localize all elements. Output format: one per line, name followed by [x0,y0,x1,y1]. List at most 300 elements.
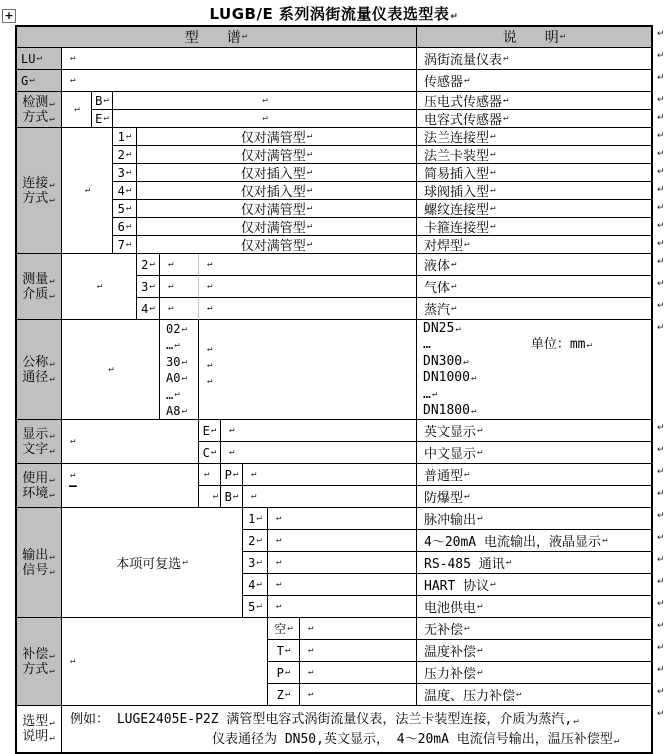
cell-desc [417,530,652,552]
row-end-mark: ↵ [657,131,665,141]
pilcrow-mark: ↵ [49,445,55,456]
pilcrow-mark: ↵ [70,436,76,446]
label-text: 通径 [22,369,49,385]
cell-code-output [243,596,268,618]
cell-desc [417,200,652,218]
desc-text: 蒸汽 [424,303,451,318]
code-text: A0 [166,371,181,386]
row-end-mark: ↵ [657,643,665,653]
pilcrow-mark: ↵ [306,239,313,249]
cell-blank [199,276,417,298]
code-text: B [95,93,103,108]
cell-blank [199,486,221,508]
desc-text: 气体 [424,281,451,296]
cell-code-output [243,574,268,596]
label-text: 信号 [22,562,49,578]
cell-blank [268,508,417,530]
label-line [22,714,54,729]
pilcrow-mark: ↵ [601,535,608,545]
pilcrow-mark: ↵ [276,579,282,589]
blank-line [206,356,416,372]
pilcrow-mark: ↵ [207,376,213,386]
label-line [22,563,54,578]
cell-spacer [62,420,199,464]
pilcrow-mark: ↵ [49,98,55,109]
diameter-code-line [160,403,198,419]
row-end-mark: ↵ [657,257,665,267]
code-text: G [21,73,29,88]
cell-code-conn [113,182,137,200]
code-text: 7 [117,237,125,252]
desc-text: 防爆型 [424,491,464,506]
label-text: 检测 [22,94,49,110]
cell-code-conn [113,218,137,236]
pilcrow-mark: ↵ [182,557,188,567]
pilcrow-mark: ↵ [516,689,522,699]
cell-code-env-b [221,486,243,508]
row-end-mark: ↵ [657,687,665,697]
cell-desc [417,574,652,596]
desc-text: 对焊型 [424,239,464,254]
pilcrow-mark: ↵ [262,95,268,105]
cell-blank [160,254,199,276]
label-line [22,176,54,191]
diameter-desc-line [417,321,651,337]
diameter-code-line [160,370,198,386]
pilcrow-mark: ↵ [464,75,470,85]
pilcrow-mark: ↵ [49,551,55,562]
cell-code-display-e [199,420,221,442]
label-text: 测量 [22,271,49,287]
cell-spacer [62,320,160,420]
cell-code-conn [113,164,137,182]
pilcrow-mark: ↵ [464,239,470,249]
pilcrow-mark: ↵ [306,221,313,231]
desc-text: 普通型 [424,469,464,484]
note-text: 仅对满管型 [240,131,306,146]
pilcrow-mark: ↵ [470,372,477,383]
cell-blank [199,298,417,320]
note-text: 仅对插入型 [240,167,306,182]
cell-desc [417,276,652,298]
pilcrow-mark: ↵ [470,405,477,416]
note-text: 仅对满管型 [240,239,306,254]
cell-code-detect-e [92,110,113,128]
pilcrow-mark: ↵ [49,179,55,190]
cell-desc [417,442,652,464]
cell-blank [243,486,417,508]
pilcrow-mark: ↵ [49,194,55,205]
pilcrow-mark: ↵ [477,425,483,435]
code-text: … [166,338,174,353]
cell-blank [221,420,417,442]
cell-blank [268,530,417,552]
cell-desc [417,92,652,110]
cell-note [137,236,417,254]
cell-desc [417,552,652,574]
code-text: E [95,111,103,126]
header-model-text: 型 谱 [184,29,241,46]
label-line [22,370,54,385]
desc-text: 压电式传感器 [424,95,503,110]
pilcrow-mark: ↵ [70,470,76,480]
cell-desc [417,254,652,276]
pilcrow-mark: ↵ [251,491,257,501]
label-text: 使用 [22,470,49,486]
pilcrow-mark: ↵ [284,667,291,677]
note-text: 仅对插入型 [240,185,306,200]
desc-text: 涡街流量仪表 [424,53,503,68]
pilcrow-mark: ↵ [229,425,235,435]
cell-desc-g [417,70,652,92]
cell-code-comp [268,684,300,706]
pilcrow-mark: ↵ [451,303,457,313]
cell-diameter-codes [160,320,199,420]
label-line [22,287,54,302]
cell-desc [417,164,652,182]
pilcrow-mark: ↵ [477,645,483,655]
blank-line [206,340,416,356]
code-text: 5 [117,201,125,216]
desc-text: 温度、压力补偿 [424,689,516,704]
pilcrow-mark: ↵ [505,557,512,567]
desc-text: 无补偿 [424,623,464,638]
label-text: 方式 [22,109,49,125]
code-text: 30 [166,354,181,369]
code-text: 1 [248,511,256,526]
label-line [22,110,54,125]
code-text: T [276,643,284,658]
cell-desc [417,508,652,530]
pilcrow-mark: ↵ [49,290,55,301]
cell-code-env-p [221,464,243,486]
pilcrow-mark: ↵ [181,323,187,334]
cell-blank [300,640,417,662]
pilcrow-mark: ↵ [451,259,457,269]
code-text: 2 [248,533,256,548]
pilcrow-mark: ↵ [149,281,155,291]
pilcrow-mark: ↵ [284,689,291,699]
cell-spacer [62,92,92,128]
label-line [22,729,54,744]
pilcrow-mark: ↵ [477,447,483,457]
diameter-code-line [160,337,198,353]
row-end-mark: ↵ [657,489,665,499]
code-text: … [166,387,174,402]
desc-text: 电池供电 [424,601,477,616]
cell-note [137,200,417,218]
selection-table [16,26,672,753]
desc-text: … [423,386,431,402]
diameter-code-line [160,387,198,403]
label-line [22,662,54,677]
desc-text: 温度补偿 [424,645,477,660]
table-move-handle-icon[interactable]: + [2,9,16,23]
cell-code-medium [137,276,160,298]
page-title [16,3,652,24]
desc-text: 脉冲输出 [424,513,477,528]
pilcrow-mark: ↵ [308,623,314,633]
pilcrow-mark: ↵ [212,491,218,501]
cell-code-medium [137,254,160,276]
pilcrow-mark: ↵ [70,53,76,63]
pilcrow-mark: ↵ [306,149,313,159]
pilcrow-mark: ↵ [490,131,496,141]
cell-code-display-c [199,442,221,464]
header-description [417,26,652,48]
code-text: A8 [166,404,181,419]
row-end-mark: ↵ [657,203,665,213]
cell-desc [417,618,652,640]
pilcrow-mark: ↵ [29,75,35,85]
cell-blank [268,596,417,618]
label-text: 输出 [22,547,49,563]
pilcrow-mark: ↵ [308,645,314,655]
cell-note [137,218,417,236]
pilcrow-mark: ↵ [49,113,55,124]
cell-blank [160,276,199,298]
pilcrow-mark: ↵ [181,405,187,416]
pilcrow-mark: ↵ [49,566,55,577]
pilcrow-mark: ↵ [450,12,459,22]
label-line [22,442,54,457]
label-nominal-diameter [16,320,62,420]
pilcrow-mark: ↵ [207,344,213,354]
code-text: 4 [117,183,125,198]
cell-code-comp [268,618,300,640]
label-output-signal [16,508,62,618]
unit-label: 单位：mm [530,337,586,353]
pilcrow-mark: ↵ [210,447,217,457]
pilcrow-mark: ↵ [125,239,132,249]
pilcrow-mark: ↵ [125,203,132,213]
label-line [22,647,54,662]
row-end-mark: ↵ [657,301,665,311]
pilcrow-mark: ↵ [490,579,496,589]
desc-text: 4～20mA 电流输出，液晶显示 [424,535,601,550]
pilcrow-mark: ↵ [256,535,262,545]
pilcrow-mark: ↵ [232,491,239,501]
code-text: 3 [141,279,149,294]
pilcrow-mark: ↵ [168,259,174,269]
desc-text: 球阀插入型 [424,185,490,200]
cell-desc [417,486,652,508]
pilcrow-mark: ↵ [490,221,496,231]
pilcrow-mark: ↵ [125,167,132,177]
pilcrow-mark: ↵ [181,372,187,383]
label-display-language [16,420,62,464]
pilcrow-mark: ↵ [451,281,457,291]
pilcrow-mark: ↵ [108,364,114,374]
cell-code-lu [16,48,62,70]
label-line [22,191,54,206]
pilcrow-mark: ↵ [168,281,174,291]
pilcrow-mark: ↵ [96,281,103,291]
cell-desc [417,182,652,200]
label-text: 说明 [22,729,49,744]
pilcrow-mark: ↵ [103,95,109,105]
cell-blank [62,70,417,92]
label-line [22,355,54,370]
cell-spacer [62,254,137,320]
cell-code-output [243,552,268,574]
row-end-mark: ↵ [657,113,665,123]
cell-blank [199,464,221,486]
cell-desc-lu [417,48,652,70]
cell-blank [300,684,417,706]
pilcrow-mark: ↵ [168,303,174,313]
label-text: 显示 [22,426,49,442]
note-text: 仅对满管型 [240,203,306,218]
label-selection-note [16,706,62,753]
cell-note [137,182,417,200]
pilcrow-mark: ↵ [49,358,55,369]
pilcrow-mark: ↵ [490,203,496,213]
diameter-desc-line [417,354,651,370]
code-text: P [224,467,232,482]
pilcrow-mark: ↵ [125,131,132,141]
code-text: 2 [141,257,149,272]
row-end-mark: ↵ [657,239,665,249]
cell-desc [417,236,652,254]
desc-text: 中文显示 [424,447,477,462]
pilcrow-mark: ↵ [256,557,262,567]
cell-desc [417,218,652,236]
label-line [22,427,54,442]
pilcrow-mark: ↵ [49,650,55,661]
cell-blank [221,442,417,464]
cell-note [137,146,417,164]
pilcrow-mark: ↵ [204,469,210,479]
pilcrow-mark: ↵ [477,601,483,611]
cell-spacer [62,128,113,254]
pilcrow-mark: ↵ [49,474,55,485]
row-end-mark: ↵ [657,555,665,565]
row-end-mark: ↵ [657,511,665,521]
header-desc-text: 说 明 [502,29,559,46]
cell-blank [160,298,199,320]
code-text: 02 [166,322,181,336]
row-end-mark: ↵ [657,467,665,477]
code-text: 4 [248,577,256,592]
dash-mark: — [69,479,77,494]
label-medium [16,254,62,320]
pilcrow-mark: ↵ [207,259,213,269]
pilcrow-mark: ↵ [464,469,470,479]
pilcrow-mark: ↵ [207,303,213,313]
pilcrow-mark: ↵ [174,389,180,400]
pilcrow-mark: ↵ [207,281,213,291]
pilcrow-mark: ↵ [573,716,579,726]
cell-blank [300,618,417,640]
pilcrow-mark: ↵ [70,75,76,85]
code-text: Z [276,687,284,702]
pilcrow-mark: ↵ [125,185,132,195]
pilcrow-mark: ↵ [464,491,470,501]
cell-code-comp [268,640,300,662]
label-detect-method [16,92,62,128]
note-text: 本项可复选 [116,557,182,572]
pilcrow-mark: ↵ [84,185,91,195]
cell-blank-multiline [199,320,417,420]
row-end-mark: ↵ [657,279,665,289]
label-text: 补偿 [22,646,49,662]
cell-desc [417,420,652,442]
desc-text: RS-485 通讯 [424,557,505,572]
cell-code-output [243,508,268,530]
row-end-mark: ↵ [657,73,665,83]
pilcrow-mark: ↵ [586,340,592,351]
diameter-code-line [160,354,198,370]
blank-line [206,372,416,388]
desc-text: HART 协议 [424,579,490,594]
cell-code-conn [113,146,137,164]
code-text: 空 [274,622,287,636]
row-end-mark: ↵ [657,323,665,333]
code-text: 5 [248,599,256,614]
pilcrow-mark: ↵ [49,733,55,743]
cell-desc [417,298,652,320]
label-text: 方式 [22,661,49,677]
row-end-mark: ↵ [657,577,665,587]
pilcrow-mark: ↵ [455,323,461,334]
pilcrow-mark: ↵ [276,557,282,567]
cell-desc [417,640,652,662]
pilcrow-mark: ↵ [49,489,55,500]
cell-code-conn [113,236,137,254]
cell-code-medium [137,298,160,320]
row-end-mark: ↵ [657,423,665,433]
label-line [22,471,54,486]
pilcrow-mark: ↵ [276,535,282,545]
code-text: 3 [248,555,256,570]
code-text: 4 [141,301,149,316]
code-text: B [224,489,232,504]
code-text: P [276,665,284,680]
note-text: 仅对满管型 [240,221,306,236]
pilcrow-mark: ↵ [229,447,235,457]
cell-note [137,164,417,182]
row-end-mark: ↵ [657,149,665,159]
code-text: LU [21,51,36,66]
pilcrow-mark: ↵ [431,389,438,400]
cell-desc [417,128,652,146]
pilcrow-mark: ↵ [181,356,187,367]
cell-code-output [243,530,268,552]
row-end-mark: ↵ [657,445,665,455]
label-environment [16,464,62,508]
pilcrow-mark: ↵ [464,623,470,633]
cell-blank [113,110,417,128]
code-text: 3 [117,165,125,180]
pilcrow-mark: ↵ [490,185,496,195]
pilcrow-mark: ↵ [125,149,132,159]
desc-text: 螺纹连接型 [424,203,490,218]
cell-code-comp [268,662,300,684]
pilcrow-mark: ↵ [49,718,55,728]
pilcrow-mark: ↵ [490,149,496,159]
pilcrow-mark: ↵ [503,95,509,105]
row-end-mark: ↵ [657,167,665,177]
desc-text: 法兰卡装型 [424,149,490,164]
pilcrow-mark: ↵ [490,167,496,177]
pilcrow-mark: ↵ [284,645,291,655]
cell-code-conn [113,128,137,146]
pilcrow-mark: ↵ [256,513,262,523]
cell-blank [268,574,417,596]
label-text: 公称 [22,354,49,370]
desc-text: 法兰连接型 [424,131,490,146]
